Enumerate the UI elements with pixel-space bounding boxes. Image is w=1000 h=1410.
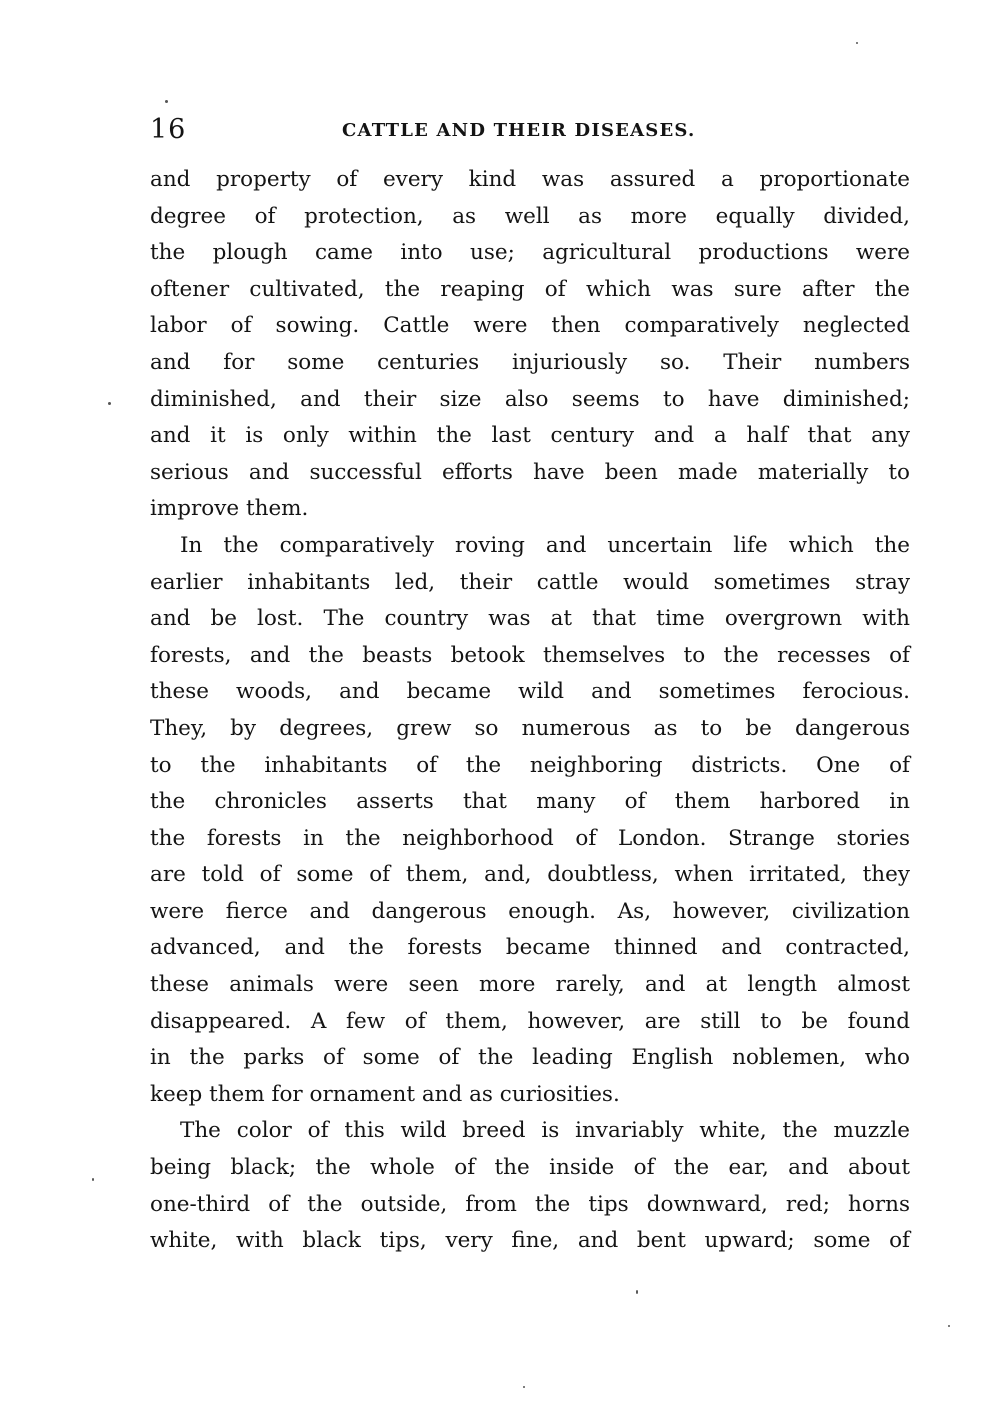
text-line: advanced, and the forests became thinned and contracted,	[150, 935, 910, 961]
scan-speck	[948, 1325, 950, 1327]
scan-speck	[165, 100, 168, 103]
text-line: improve them.	[150, 496, 309, 522]
text-line: these animals were seen more rarely, and at length almost	[150, 972, 910, 998]
page-number: 16	[150, 114, 187, 145]
text-line: and property of every kind was assured a proportionate	[150, 167, 910, 192]
scan-speck	[856, 42, 858, 44]
text-line: being black; the whole of the inside of the ear, and about	[150, 1155, 910, 1181]
text-line: and it is only within the last century and a half that any	[150, 423, 910, 449]
text-line: labor of sowing. Cattle were then comparatively neglected	[150, 313, 910, 339]
text-line: earlier inhabitants led, their cattle would sometimes stray	[150, 569, 910, 595]
running-title: CATTLE AND THEIR DISEASES.	[342, 120, 696, 141]
text-line: forests, and the beasts betook themselves to the recesses of	[150, 642, 910, 668]
text-line: degree of protection, as well as more equally divided,	[150, 203, 910, 229]
text-line: to the inhabitants of the neighboring districts. One of	[150, 752, 910, 778]
scan-speck	[636, 1290, 638, 1294]
text-line: serious and successful efforts have been made materially to	[150, 459, 910, 485]
text-line: were fierce and dangerous enough. As, however, civilization	[150, 898, 910, 924]
text-line: are told of some of them, and, doubtless, when irritated, they	[150, 862, 910, 888]
text-line: disappeared. A few of them, however, are still to be found	[150, 1008, 910, 1034]
text-line: diminished, and their size also seems to have diminished;	[150, 386, 910, 412]
text-line: and for some centuries injuriously so. Their numbers	[150, 349, 910, 375]
text-line: the plough came into use; agricultural productions were	[150, 240, 910, 266]
body-text	[150, 162, 910, 1260]
text-line: keep them for ornament and as curiosities.	[150, 1081, 620, 1107]
text-line: the forests in the neighborhood of London. Strange stories	[150, 825, 910, 851]
scan-speck	[108, 402, 111, 405]
text-line: in the parks of some of the leading English noblemen, who	[150, 1045, 910, 1071]
text-line: In the comparatively roving and uncertain life which the	[180, 532, 910, 558]
text-line: The color of this wild breed is invariably white, the muzzle	[180, 1118, 910, 1144]
text-line: oftener cultivated, the reaping of which was sure after the	[150, 276, 910, 302]
text-line: They, by degrees, grew so numerous as to be dangerous	[150, 715, 910, 741]
paragraph-1	[150, 162, 910, 528]
text-line: white, with black tips, very fine, and bent upward; some of	[150, 1228, 910, 1254]
text-line: and be lost. The country was at that time overgrown with	[150, 606, 910, 632]
text-line: the chronicles asserts that many of them harbored in	[150, 789, 910, 815]
paragraph-3	[150, 1113, 910, 1259]
text-line: one-third of the outside, from the tips downward, red; horns	[150, 1191, 910, 1217]
scan-speck	[523, 1386, 525, 1388]
paragraph-2	[150, 528, 910, 1114]
scan-speck	[92, 1178, 94, 1181]
page-header	[150, 114, 910, 146]
text-line: these woods, and became wild and sometimes ferocious.	[150, 679, 910, 705]
